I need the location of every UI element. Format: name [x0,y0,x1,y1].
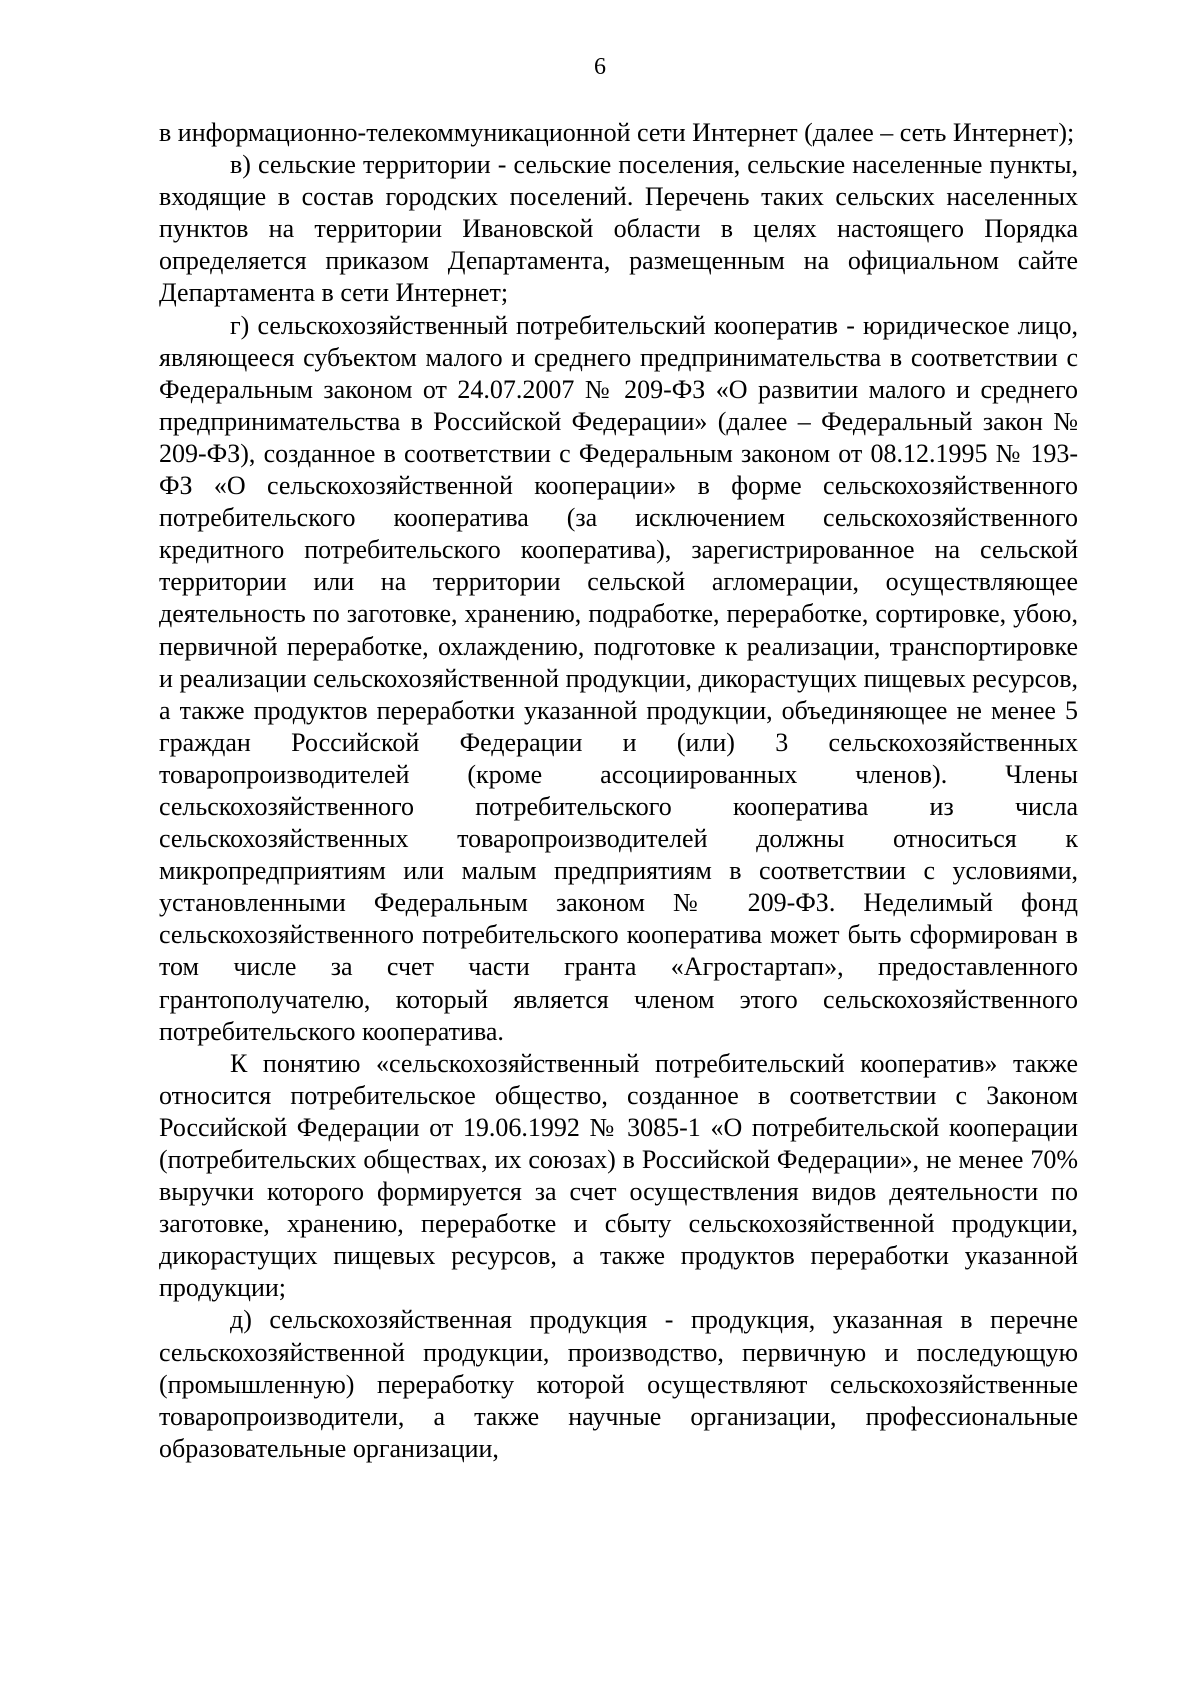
paragraph-agricultural-cooperative: г) сельскохозяйственный потребительский кооператив - юридическое лицо, являющееся субъектом малого и среднего предпринимательства в соответствии с Федеральным законом от 24.07.2007 № 209-ФЗ «О развитии малого и среднего предпринимательства в Российской Федерации» (далее – Федеральный закон № 209-ФЗ), созданное в соответствии с Федеральным законом от 08.12.1995 № 193-ФЗ «О сельскохозяйственной кооперации» в форме сельскохозяйственного потребительского кооператива (за исключением сельскохозяйственного кредитного потребительского кооператива), зарегистрированное на сельской территории или на территории сельской агломерации, осуществляющее деятельность по заготовке, хранению, подработке, переработке, сортировке, убою, первичной переработке, охлаждению, подготовке к реализации, транспортировке и реализации сельскохозяйственной продукции, дикорастущих пищевых ресурсов, а также продуктов переработки указанной продукции, объединяющее не менее 5 граждан Российской Федерации и (или) 3 сельскохозяйственных товаропроизводителей (кроме ассоциированных членов). Члены сельскохозяйственного потребительского кооператива из числа сельскохозяйственных товаропроизводителей должны относиться к микропредприятиям или малым предприятиям в соответствии с условиями, установленными Федеральным законом № 209-ФЗ. Неделимый фонд сельскохозяйственного потребительского кооператива может быть сформирован в том числе за счет части гранта «Агростартап», предоставленного грантополучателю, который является членом этого сельскохозяйственного потребительского кооператива. [159,310,1078,1046]
paragraph-rural-territories: в) сельские территории - сельские поселения, сельские населенные пункты, входящие в состав городских поселений. Перечень таких сельских населенных пунктов на территории Ивановской области в целях настоящего Порядка определяется приказом Департамента, размещенным на официальном сайте Департамента в сети Интернет; [159,150,1078,308]
paragraph-consumer-society: К понятию «сельскохозяйственный потребительский кооператив» также относится потребительское общество, созданное в соответствии с Законом Российской Федерации от 19.06.1992 № 3085-1 «О потребительской кооперации (потребительских обществах, их союзах) в Российской Федерации», не менее 70% выручки которого формируется за счет осуществления видов деятельности по заготовке, хранению, переработке и сбыту сельскохозяйственной продукции, дикорастущих пищевых ресурсов, а также продуктов переработки указанной продукции; [159,1048,1078,1303]
paragraph-internet-continuation: в информационно-телекоммуникационной сети Интернет (далее – сеть Интернет); [159,118,1075,147]
page-number: 6 [594,54,606,80]
paragraph-agricultural-products: д) сельскохозяйственная продукция - продукция, указанная в перечне сельскохозяйственной продукции, производство, первичную и последующую (промышленную) переработку которой осуществляют сельскохозяйственные товаропроизводители, а также научные организации, профессиональные образовательные организации, [159,1305,1078,1463]
document-body [159,117,1078,1465]
